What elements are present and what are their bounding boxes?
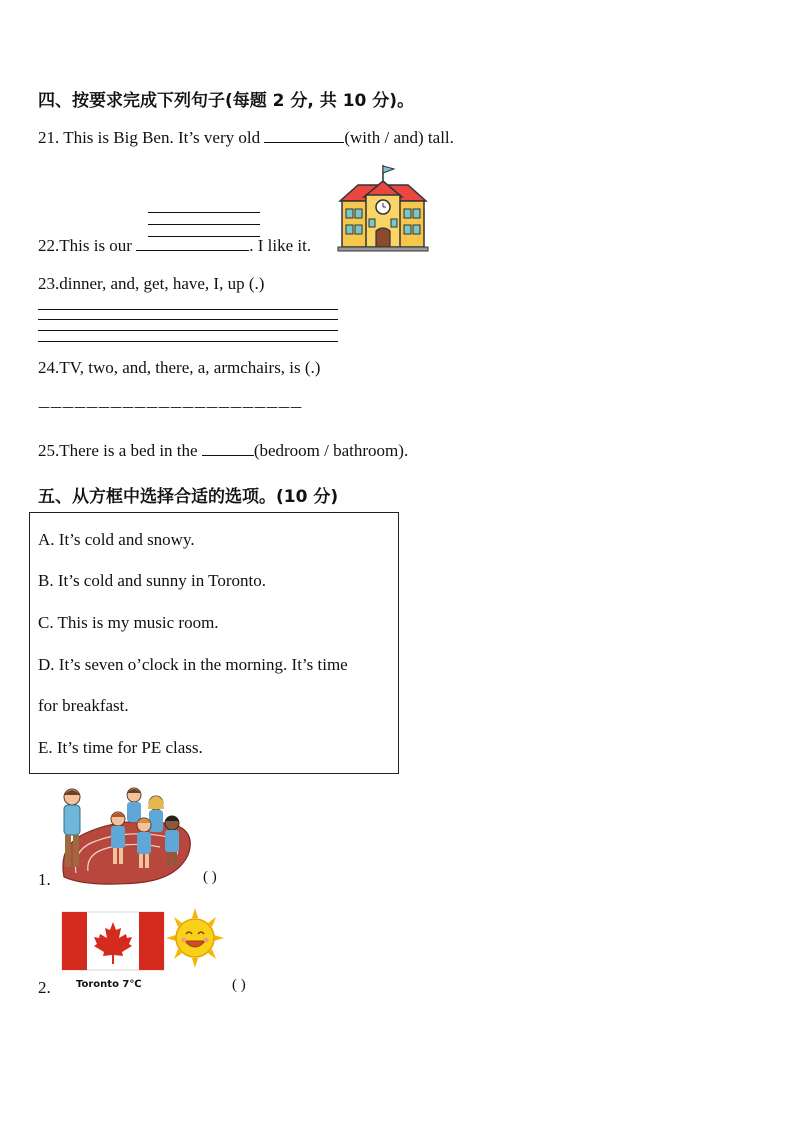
q22-blank[interactable] [136, 250, 249, 251]
options-box [29, 512, 399, 774]
q25-blank[interactable] [202, 455, 254, 456]
option-d: D. It’s seven o’clock in the morning. It’s time [38, 655, 348, 674]
q22-text-end: . I like it. [249, 236, 312, 255]
question-23: 23.dinner, and, get, have, I, up (.) [38, 274, 265, 293]
q21-text-end: (with / and) tall. [344, 128, 454, 147]
q23-answer-line-3[interactable] [38, 330, 338, 331]
q25-text-start: 25.There is a bed in the [38, 441, 202, 460]
option-b: B. It’s cold and sunny in Toronto. [38, 571, 266, 590]
q23-answer-line-2[interactable] [38, 319, 338, 320]
q24-answer-dash-line[interactable]: —————————————————————— [38, 400, 302, 414]
item-2-answer-parentheses[interactable]: ( ) [232, 977, 246, 993]
item-2-number: 2. [38, 978, 51, 997]
q21-text-start: 21. This is Big Ben. It’s very old [38, 128, 265, 147]
q25-text-end: (bedroom / bathroom). [253, 441, 409, 460]
q22-text-start: 22.This is our [38, 236, 137, 255]
section-4-title: 四、按要求完成下列句子(每题 2 分, 共 10 分)。 [38, 91, 415, 111]
option-c: C. This is my music room. [38, 613, 219, 632]
question-25 [38, 441, 408, 461]
section-5-title: 五、从方框中选择合适的选项。(10 分) [38, 487, 339, 507]
q22-answer-line-1[interactable] [148, 212, 260, 213]
toronto-temperature-caption: Toronto 7℃ [76, 979, 142, 990]
question-24: 24.TV, two, and, there, a, armchairs, is (.) [38, 358, 321, 377]
option-d-continued: for breakfast. [38, 696, 129, 715]
question-21 [38, 128, 454, 148]
q23-answer-line-4[interactable] [38, 341, 338, 342]
item-1-number: 1. [38, 870, 51, 889]
option-a: A. It’s cold and snowy. [38, 530, 195, 549]
q21-blank[interactable] [264, 142, 344, 143]
q23-answer-line-1[interactable] [38, 309, 338, 310]
school-building-image [336, 163, 430, 253]
sun-image [166, 908, 224, 968]
q22-answer-line-2[interactable] [148, 224, 260, 225]
pe-class-image [56, 785, 196, 887]
canada-flag-image [60, 910, 166, 972]
item-1-answer-parentheses[interactable]: ( ) [203, 869, 217, 885]
question-22 [38, 236, 311, 256]
option-e: E. It’s time for PE class. [38, 738, 203, 757]
